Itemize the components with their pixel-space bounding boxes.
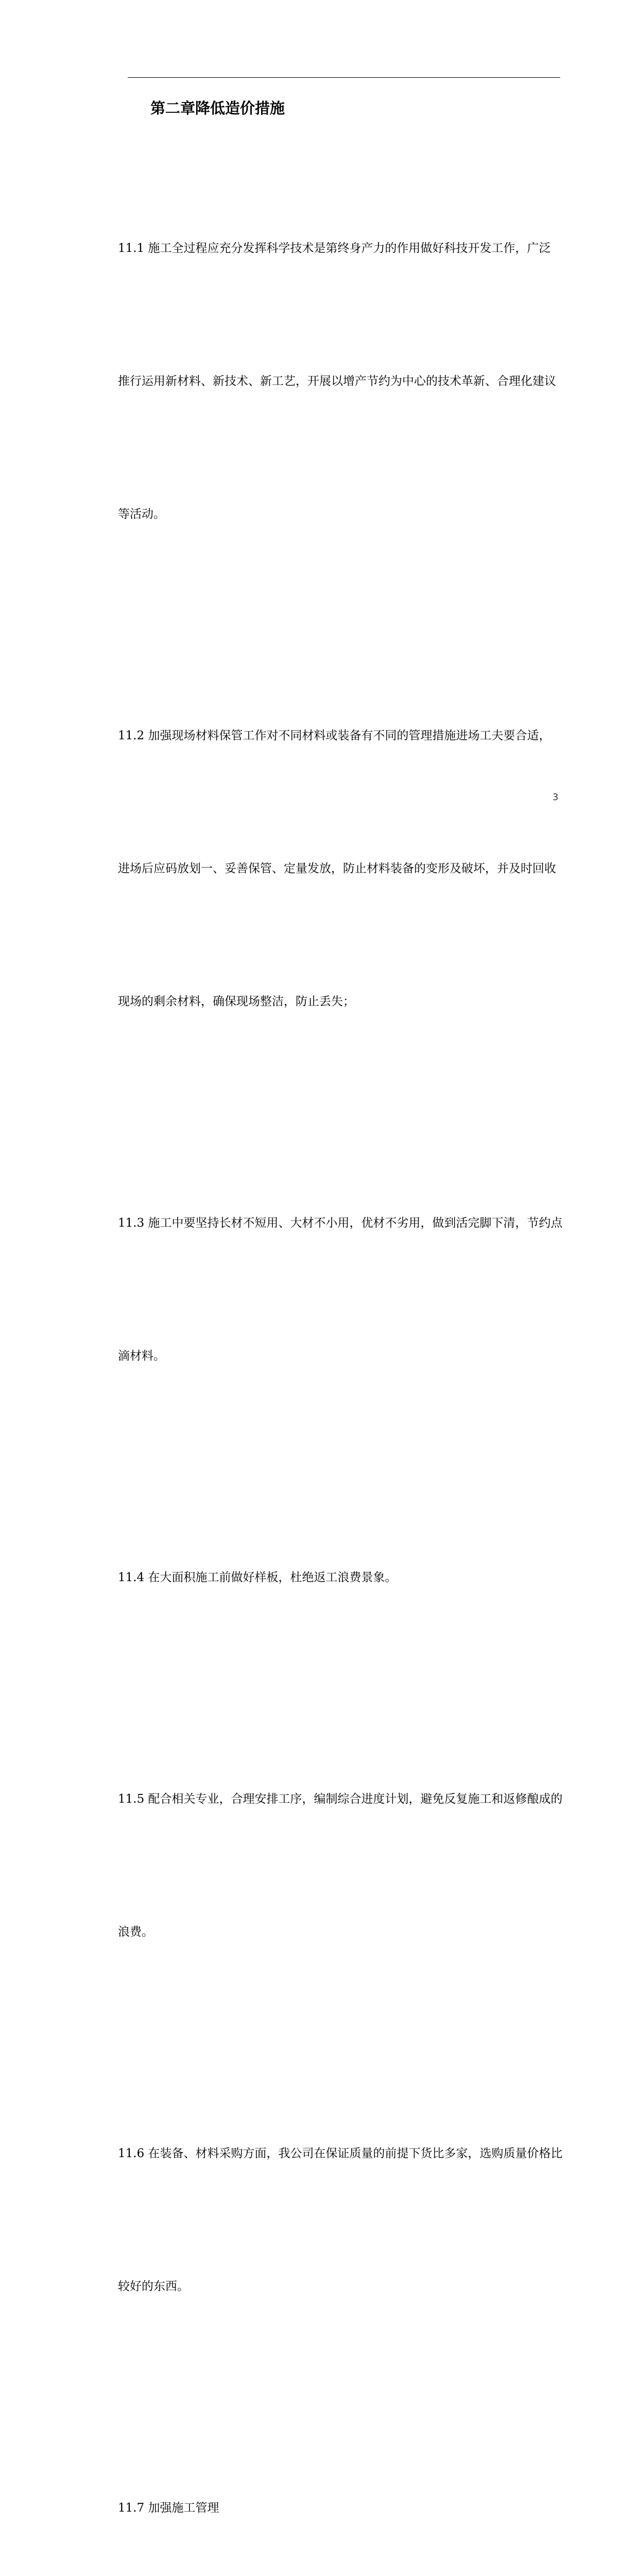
- text-line: 11.3 施工中要坚持长材不短用、大材不小用，优材不劣用，做到活完脚下清，节约点: [118, 1216, 563, 1230]
- text-line: 11.6 在装备、材料采购方面，我公司在保证质量的前提下货比多家，选购质量价格比: [118, 2147, 563, 2160]
- paragraph-11-1: [118, 148, 576, 635]
- text-line: 11.2 加强现场材料保管工作对不同材料或装备有不同的管理措施进场工夫要合适，: [118, 729, 551, 742]
- paragraph-11-6: [118, 2053, 576, 2408]
- text-line: 较好的东西。: [118, 2280, 189, 2293]
- text-line: 11.7 加强施工管理: [118, 2501, 219, 2515]
- page-number: 3: [552, 792, 559, 803]
- text-line: 等活动。: [118, 507, 165, 521]
- text-line: 浪费。: [118, 1925, 153, 1939]
- chapter-title: 第二章降低造价措施: [150, 99, 285, 117]
- text-line: 现场的剩余材料，确保现场整洁，防止丢失；: [118, 995, 355, 1008]
- body-text: [118, 148, 576, 2576]
- text-line: 推行运用新材料、新技术、新工艺，开展以增产节约为中心的技术革新、合理化建议: [118, 375, 556, 388]
- paragraph-11-2: [118, 635, 576, 1123]
- paragraph-11-5: [118, 1699, 576, 2053]
- text-line: 11.4 在大面积施工前做好样板，杜绝返工浪费景象。: [118, 1571, 397, 1584]
- paragraph-11-4: [118, 1477, 576, 1699]
- paragraph-11-3: [118, 1123, 576, 1477]
- text-line: 11.1 施工全过程应充分发挥科学技术是第终身产力的作用做好科技开发工作，广泛: [118, 242, 551, 255]
- paragraph-11-7: [118, 2408, 576, 2576]
- text-line: 滴材料。: [118, 1349, 165, 1363]
- header-rule: [128, 77, 560, 78]
- text-line: 11.5 配合相关专业，合理安排工序，编制综合进度计划，避免反复施工和返修酿成的: [118, 1792, 563, 1806]
- text-line: 进场后应码放划一、妥善保管、定量发放，防止材料装备的变形及破坏，并及时回收: [118, 862, 556, 875]
